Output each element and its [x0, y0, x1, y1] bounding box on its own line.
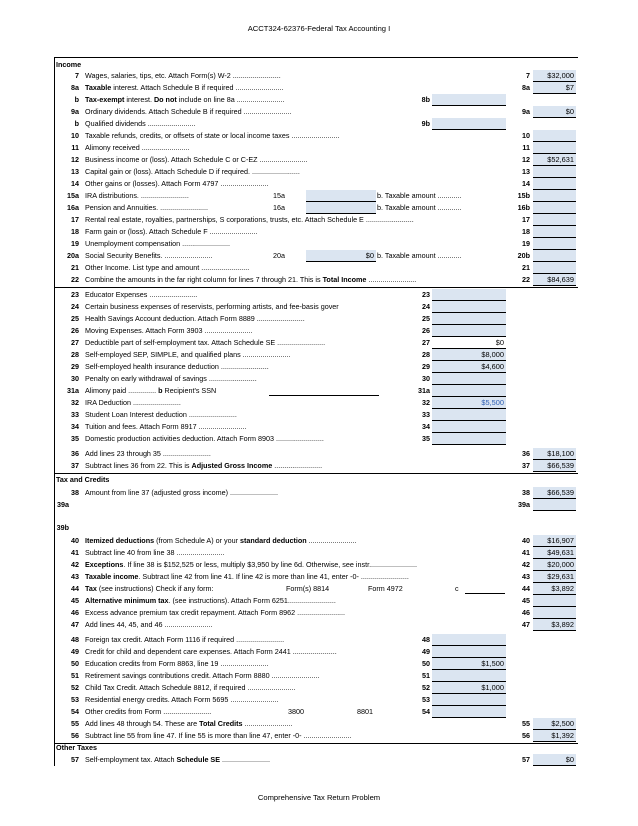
line-21-field[interactable] — [533, 262, 576, 274]
line-23: 23 Educator Expenses ........................ 23 — [55, 289, 578, 301]
line-19: 19 Unemployment compensation ........................ 19 — [55, 238, 578, 250]
section-title-income: Income — [56, 60, 82, 69]
line-17: 17 Rental real estate, royalties, partnerships, S corporations, trusts, etc. Attach Schedule E ........................ 17 — [55, 214, 578, 226]
line-13-field[interactable] — [533, 166, 576, 178]
line-32: 32 IRA Deduction ........................ 32 $5,500 — [71, 398, 504, 407]
line-57: 57 Self-employment tax. Attach Schedule SE ........................ 57 $0 — [71, 755, 574, 764]
line-16b-field[interactable] — [533, 202, 576, 214]
line-40-field[interactable]: $16,907 — [533, 535, 576, 547]
line-37-field[interactable]: $66,539 — [533, 460, 576, 472]
line-8a: 8a Taxable interest. Attach Schedule B if required ........................ 8a $7 — [71, 83, 574, 92]
line-45: 45 Alternative minimum tax. (see instructions). Attach Form 6251........................ 45 — [55, 595, 578, 607]
line-28: 28 Self-employed SEP, SIMPLE, and qualified plans ........................ 28 $8,000 — [71, 350, 504, 359]
line-42-field[interactable]: $20,000 — [533, 559, 576, 571]
line-18: 18 Farm gain or (loss). Attach Schedule F ........................ 18 — [55, 226, 578, 238]
line-54: 54 Other credits from Form ........................ 3800 8801 54 — [55, 706, 578, 718]
line-42: 42 Exceptions. If line 38 is $152,525 or less, multiply $3,950 by line 6d. Otherwise, see instr........................ 42 $20,000 — [71, 560, 574, 569]
line-7-field[interactable]: $32,000 — [533, 70, 576, 82]
line-44-field[interactable]: $3,892 — [533, 583, 576, 595]
line-54-field[interactable] — [432, 706, 506, 718]
line-39a: 39a 39a — [55, 499, 578, 511]
divider — [55, 287, 578, 288]
line-35: 35 Domestic production activities deduction. Attach Form 8903 ........................ 35 — [55, 433, 578, 445]
line-28-field[interactable]: $8,000 — [432, 349, 506, 361]
line-36-field[interactable]: $18,100 — [533, 448, 576, 460]
line-16a-field[interactable] — [306, 202, 376, 214]
line-53-field[interactable] — [432, 694, 506, 706]
section-title-tax-credits: Tax and Credits — [56, 475, 110, 484]
line-8b: b Tax-exempt interest. Do not include on line 8a ........................ 8b — [55, 94, 578, 106]
recipient-ssn-field[interactable] — [269, 395, 379, 396]
line-21: 21 Other Income. List type and amount ........................ 21 — [55, 262, 578, 274]
line-20b-field[interactable] — [533, 250, 576, 262]
line-13: 13 Capital gain or (loss). Attach Schedule D if required. ........................ 13 — [55, 166, 578, 178]
line-50: 50 Education credits from Form 8863, line 19 ........................ 50 $1,500 — [71, 659, 504, 668]
line-32-field[interactable]: $5,500 — [432, 397, 506, 409]
line-44-c-field[interactable] — [465, 593, 505, 594]
line-52: 52 Child Tax Credit. Attach Schedule 8812, if required ........................ 52 $1,000 — [71, 683, 504, 692]
line-24-field[interactable] — [432, 301, 506, 313]
line-27-field[interactable]: $0 — [432, 337, 506, 349]
line-43-field[interactable]: $29,631 — [533, 571, 576, 583]
line-11: 11 Alimony received ........................ 11 — [55, 142, 578, 154]
line-52-field[interactable]: $1,000 — [432, 682, 506, 694]
section-title-other-taxes: Other Taxes — [56, 743, 98, 752]
page-header: ACCT324-62376-Federal Tax Accounting I — [247, 24, 391, 33]
line-12-field[interactable]: $52,631 — [533, 154, 576, 166]
form-4972-checkbox[interactable]: Form 4972 — [368, 584, 403, 593]
line-14-field[interactable] — [533, 178, 576, 190]
line-9a: 9a Ordinary dividends. Attach Schedule B if required ........................ 9a $0 — [71, 107, 574, 116]
line-10-field[interactable] — [533, 130, 576, 142]
line-47: 47 Add lines 44, 45, and 46 ........................ 47 $3,892 — [71, 620, 574, 629]
line-45-field[interactable] — [533, 595, 576, 607]
line-12: 12 Business income or (loss). Attach Schedule C or C-EZ ........................ 12 $52,631 — [71, 155, 574, 164]
line-37: 37 Subtract lines 36 from 22. This is Adjusted Gross Income ........................ 37 $66,539 — [71, 461, 574, 470]
line-31a: 31a Alimony paid .............. b Recipient's SSN 31a — [55, 385, 578, 397]
line-8b-field[interactable] — [432, 94, 506, 106]
line-36: 36 Add lines 23 through 35 ........................ 36 $18,100 — [71, 449, 574, 458]
line-25: 25 Health Savings Account deduction. Attach Form 8889 ........................ 25 — [55, 313, 578, 325]
line-49: 49 Credit for child and dependent care expenses. Attach Form 2441 ...................... 49 — [55, 646, 578, 658]
line-10: 10 Taxable refunds, credits, or offsets of state or local income taxes ........................ 10 — [55, 130, 578, 142]
line-20: 20a Social Security Benefits. ........................ 20a $0 b. Taxable amount ............ 20b — [55, 250, 578, 262]
line-24: 24 Certain business expenses of reservists, performing artists, and fee-basis gover 24 — [55, 301, 578, 313]
line-44: 44 Tax (see instructions) Check if any form: Form(s) 8814 Form 4972 c 44 $3,892 — [71, 584, 574, 593]
form-1040-income-section — [54, 57, 578, 766]
line-15b-field[interactable] — [533, 190, 576, 202]
line-33: 33 Student Loan Interest deduction ........................ 33 — [55, 409, 578, 421]
line-30-field[interactable] — [432, 373, 506, 385]
line-30: 30 Penalty on early withdrawal of savings ........................ 30 — [55, 373, 578, 385]
line-25-field[interactable] — [432, 313, 506, 325]
line-46-field[interactable] — [533, 607, 576, 619]
line-31a-field[interactable] — [432, 385, 506, 397]
line-50-field[interactable]: $1,500 — [432, 658, 506, 670]
line-39b: 39b — [56, 523, 69, 532]
page-footer: Comprehensive Tax Return Problem — [257, 793, 381, 802]
line-46: 46 Excess advance premium tax credit repayment. Attach Form 8962 ........................ 46 — [55, 607, 578, 619]
line-11-field[interactable] — [533, 142, 576, 154]
line-56-field[interactable]: $1,392 — [533, 730, 576, 742]
line-20a-field[interactable]: $0 — [306, 250, 376, 262]
line-49-field[interactable] — [432, 646, 506, 658]
line-17-field[interactable] — [533, 214, 576, 226]
line-9b-field[interactable] — [432, 118, 506, 130]
line-41: 41 Subtract line 40 from line 38 ........................ 41 $49,631 — [71, 548, 574, 557]
line-8a-field[interactable]: $7 — [533, 82, 576, 94]
line-29: 29 Self-employed health insurance deduction ........................ 29 $4,600 — [71, 362, 504, 371]
line-57-field[interactable]: $0 — [533, 754, 576, 766]
line-9b: b Qualified dividends ........................ 9b — [55, 118, 578, 130]
line-27: 27 Deductible part of self-employment tax. Attach Schedule SE ........................ 27 $0 — [71, 338, 504, 347]
line-23-field[interactable] — [432, 289, 506, 301]
line-39a-field[interactable] — [533, 499, 576, 511]
line-51: 51 Retirement savings contributions credit. Attach Form 8880 ........................ 51 — [55, 670, 578, 682]
line-34-field[interactable] — [432, 421, 506, 433]
line-9a-field[interactable]: $0 — [533, 106, 576, 118]
line-22: 22 Combine the amounts in the far right column for lines 7 through 21. This is Total Income ........................ 22 $84,639 — [71, 275, 574, 284]
line-48-field[interactable] — [432, 634, 506, 646]
line-15a-field[interactable] — [306, 190, 376, 202]
line-26: 26 Moving Expenses. Attach Form 3903 ........................ 26 — [55, 325, 578, 337]
form-3800-checkbox[interactable]: 3800 — [288, 707, 304, 716]
form-8814-checkbox[interactable]: Form(s) 8814 — [286, 584, 330, 593]
line-33-field[interactable] — [432, 409, 506, 421]
line-40: 40 Itemized deductions (from Schedule A) or your standard deduction ........................ 40 $16,907 — [71, 536, 574, 545]
line-15: 15a IRA distributions. ........................ 15a b. Taxable amount ............ 15b — [55, 190, 578, 202]
line-26-field[interactable] — [432, 325, 506, 337]
line-48: 48 Foreign tax credit. Attach Form 1116 if required ........................ 48 — [55, 634, 578, 646]
line-38: 38 Amount from line 37 (adjusted gross income) ........................ 38 $66,539 — [71, 488, 574, 497]
line-55-field[interactable]: $2,500 — [533, 718, 576, 730]
form-8801-checkbox[interactable]: 8801 — [357, 707, 373, 716]
line-55: 55 Add lines 48 through 54. These are Total Credits ........................ 55 $2,500 — [71, 719, 574, 728]
line-41-field[interactable]: $49,631 — [533, 547, 576, 559]
line-51-field[interactable] — [432, 670, 506, 682]
line-14: 14 Other gains or (losses). Attach Form 4797 ........................ 14 — [55, 178, 578, 190]
line-19-field[interactable] — [533, 238, 576, 250]
line-56: 56 Subtract line 55 from line 47. If line 55 is more than line 47, enter -0- ........................ 56 $1,392 — [71, 731, 574, 740]
line-22-field[interactable]: $84,639 — [533, 274, 576, 286]
line-7: 7 Wages, salaries, tips, etc. Attach Form(s) W-2 ........................ 7 $32,000 — [75, 71, 574, 80]
line-47-field[interactable]: $3,892 — [533, 619, 576, 631]
line-18-field[interactable] — [533, 226, 576, 238]
line-43: 43 Taxable income. Subtract line 42 from line 41. If line 42 is more than line 41, enter -0- ........................ 43 $29,631 — [71, 572, 574, 581]
line-53: 53 Residential energy credits. Attach Form 5695 ........................ 53 — [55, 694, 578, 706]
line-38-field[interactable]: $66,539 — [533, 487, 576, 499]
line-34: 34 Tuition and fees. Attach Form 8917 ........................ 34 — [55, 421, 578, 433]
line-29-field[interactable]: $4,600 — [432, 361, 506, 373]
line-35-field[interactable] — [432, 433, 506, 445]
line-16: 16a Pension and Annuities. ........................ 16a b. Taxable amount ............ 16b — [55, 202, 578, 214]
